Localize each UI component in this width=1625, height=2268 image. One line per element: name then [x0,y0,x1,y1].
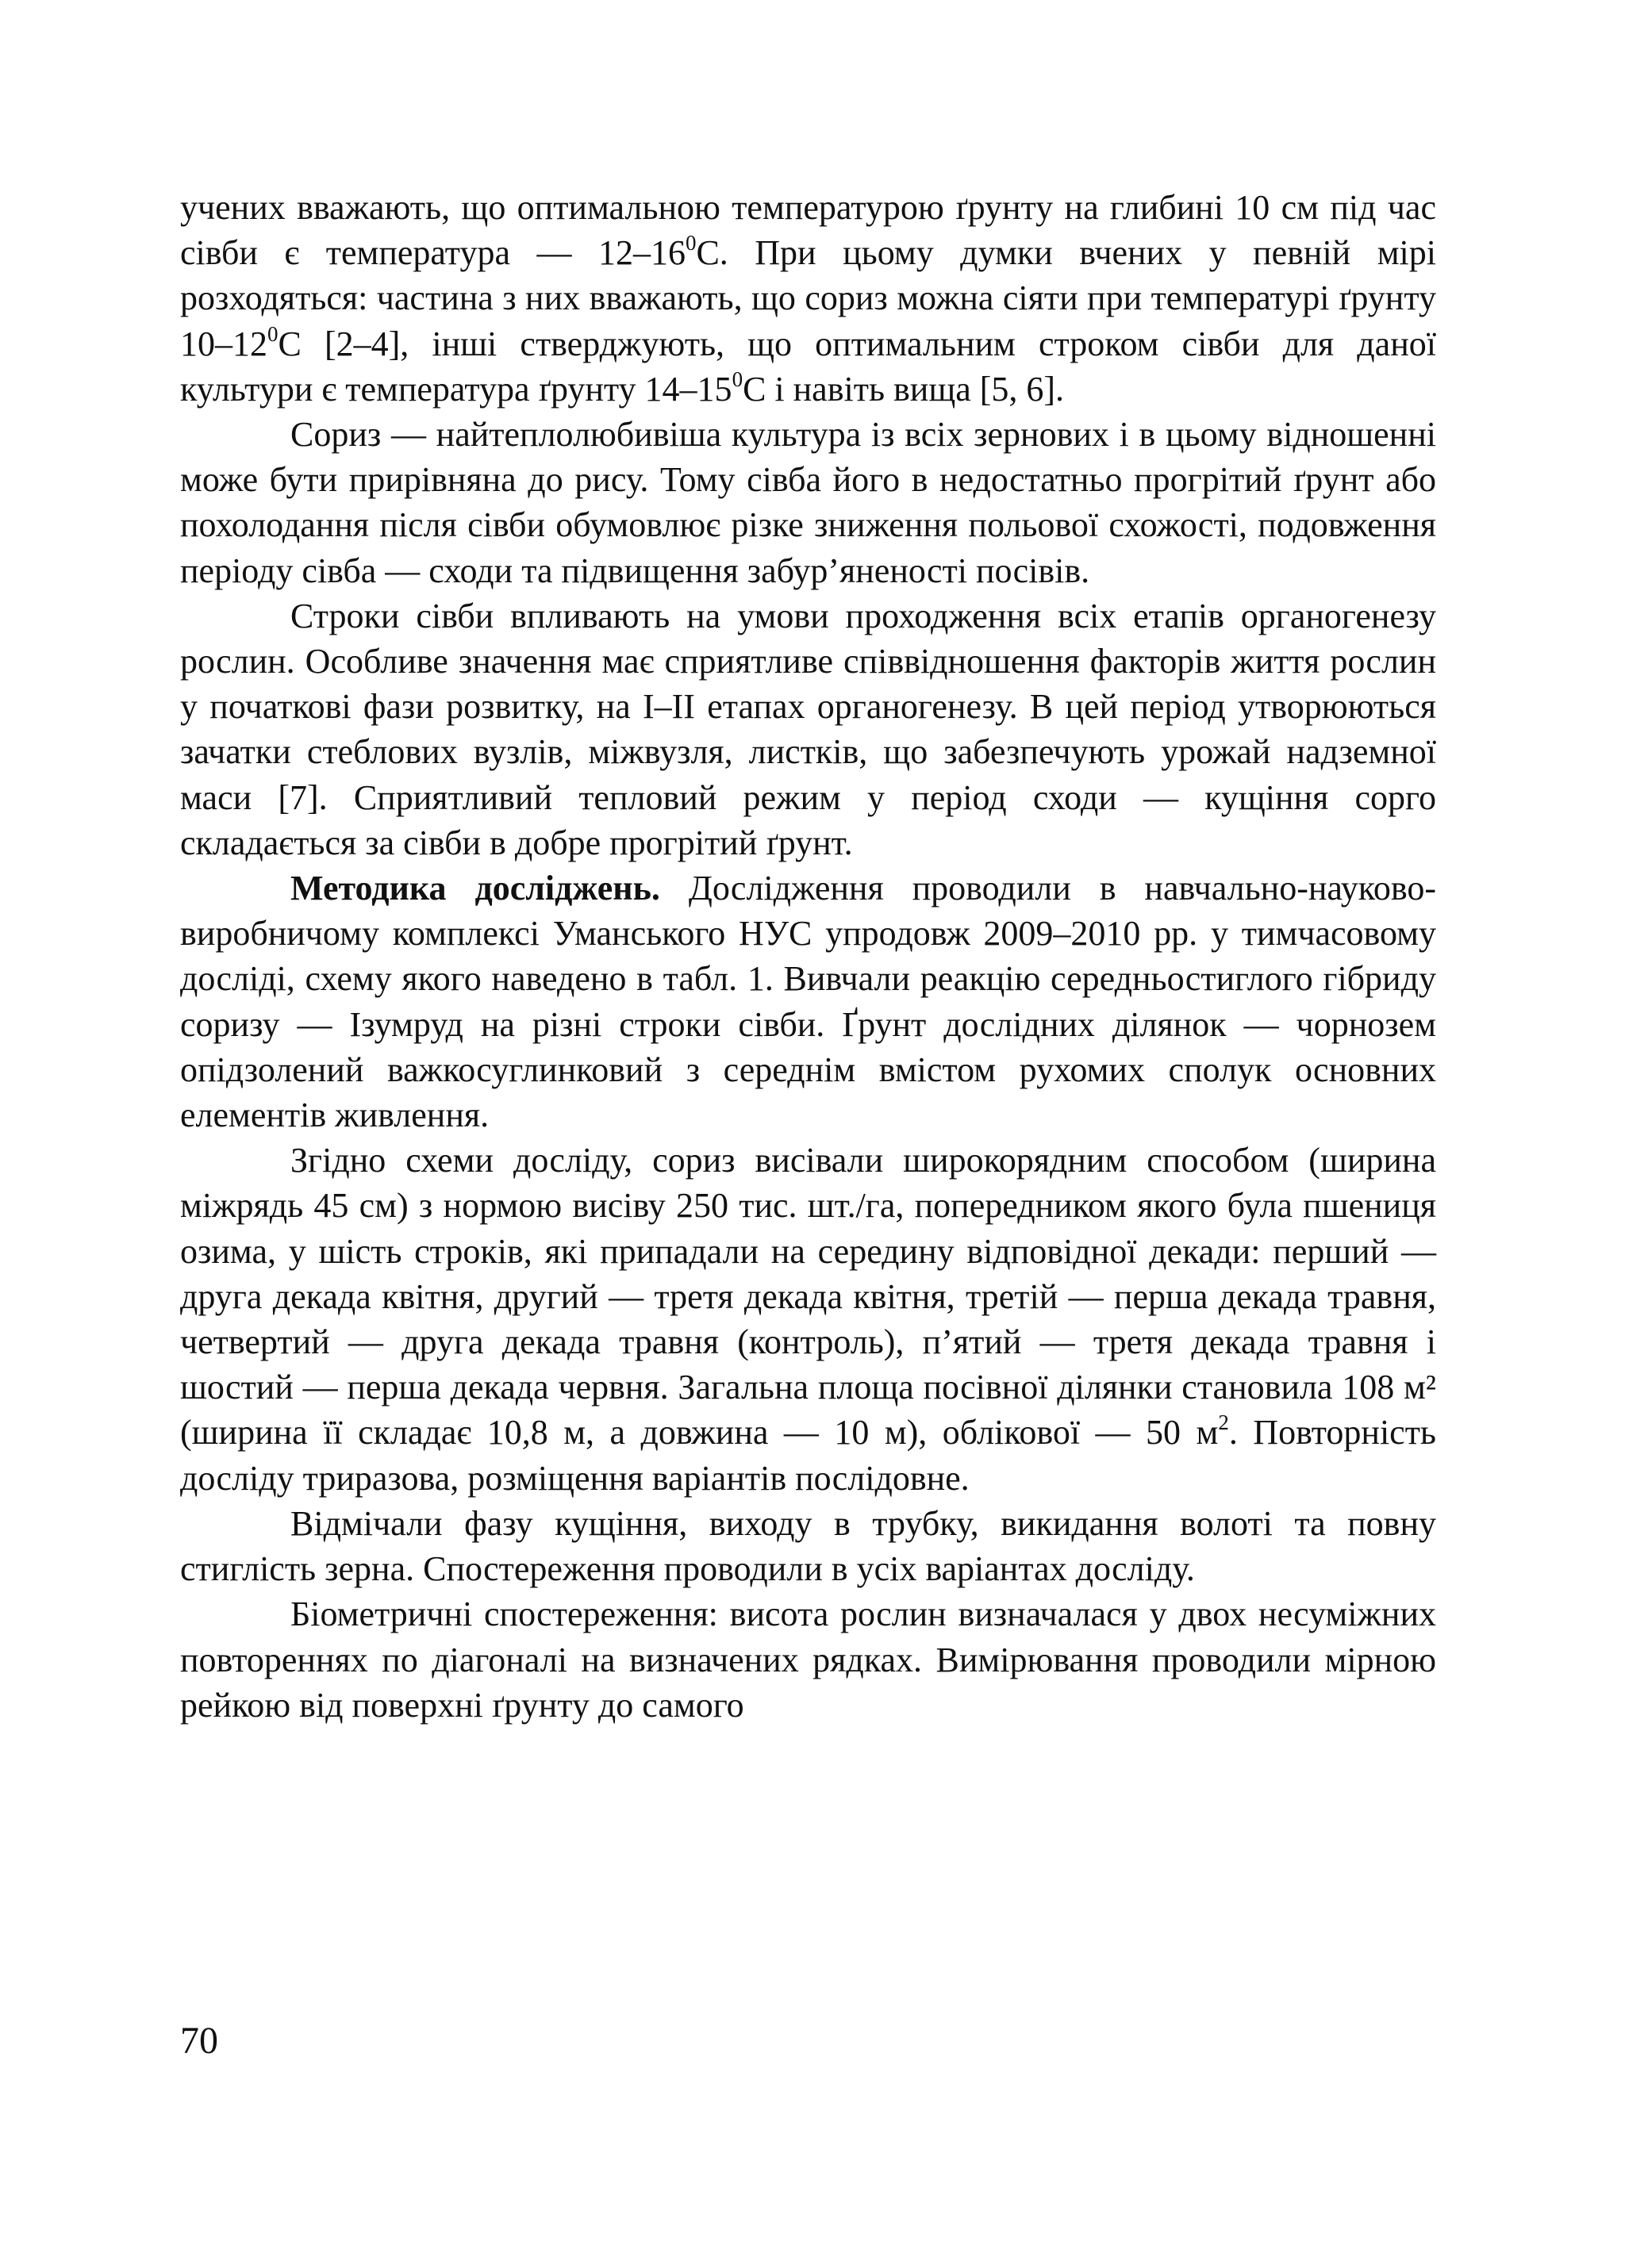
text-segment: Відмічали фазу кущіння, виходу в трубку, викидання волоті та повну стиглість зерна. Спостереження проводили в усіх варіантах досліду. [180,1503,1436,1589]
text-segment: Сориз — найтеплолюбивіша культура із всіх зернових і в цьому відношенні може бути прирівняна до рису. Тому сівба його в недостатньо прогрітий ґрунт або похолодання після сівби обумовлює різке зниження польової схожості, подовження періоду сівба — сходи та підвищення забур’яненості посівів. [180,415,1436,590]
text-segment: С [2–4], інші стверджують, що оптимальним строком сівби для даної культури є температура ґрунту 14–15 [180,324,1436,409]
paragraph [180,412,1436,593]
paragraph [180,1138,1436,1501]
text-segment: С. При цьому думки вчених у певній мірі розходяться: частина з них вважають, що сориз можна сіяти при температурі ґрунту 10–12 [180,233,1437,363]
paragraph [180,593,1436,865]
paragraph [180,185,1436,412]
section-heading: Методика досліджень. [290,869,660,908]
superscript: 2 [1218,1410,1229,1435]
text-segment: . Повторність досліду триразова, розміщення варіантів послідовне. [180,1413,1436,1498]
superscript: 0 [267,321,279,346]
text-segment: Згідно схеми досліду, сориз висівали широкорядним способом (ширина міжрядь 45 см) з нормою висіву 250 тис. шт./га, попередником якого була пшениця озима, у шість строків, які припадали на середину відповідної декади: перший — друга декада квітня, другий — третя декада квітня, третій — перша декада травня, четвертий — друга декада травня (контроль), п’ятий — третя декада травня і шостий — перша декада червня. Загальна площа посівної ділянки становила 108 м² (ширина її складає 10,8 м, а довжина — 10 м), облікової — 50 м [180,1141,1436,1453]
superscript: 0 [732,366,743,391]
text-segment: учених вважають, що оптимальною температурою ґрунту на глибині 10 см під час сівби є температура — 12–16 [180,188,1436,273]
paragraph [180,865,1436,1138]
superscript: 0 [685,231,697,255]
text-segment: С і навіть вища [5, 6]. [743,369,1065,409]
paragraph [180,1591,1436,1728]
paragraph [180,1501,1436,1591]
page-number: 70 [180,2020,218,2062]
text-segment: Біометричні спостереження: висота рослин визначалася у двох несуміжних повтореннях по діагоналі на визначених рядках. Вимірювання проводили мірною рейкою від поверхні ґрунту до самого [180,1595,1436,1725]
text-segment: Дослідження проводили в навчально-науково-виробничому комплексі Уманського НУС упродовж 2009–2010 рр. у тимчасовому досліді, схему якого наведено в табл. 1. Вивчали реакцію середньостиглого гібриду соризу — Ізумруд на різні строки сівби. Ґрунт дослідних ділянок — чорнозем опідзолений важкосуглинковий з середнім вмістом рухомих сполук основних елементів живлення. [180,869,1436,1135]
text-segment: Строки сівби впливають на умови проходження всіх етапів органогенезу рослин. Особливе значення має сприятливе співвідношення факторів життя рослин у початкові фази розвитку, на I–II етапах органогенезу. В цей період утворюються зачатки стеблових вузлів, міжвузля, листків, що забезпечують урожай надземної маси [7]. Сприятливий тепловий режим у період сходи — кущіння сорго складається за сівби в добре прогрітий ґрунт. [180,596,1436,862]
body-text [180,185,1436,1728]
